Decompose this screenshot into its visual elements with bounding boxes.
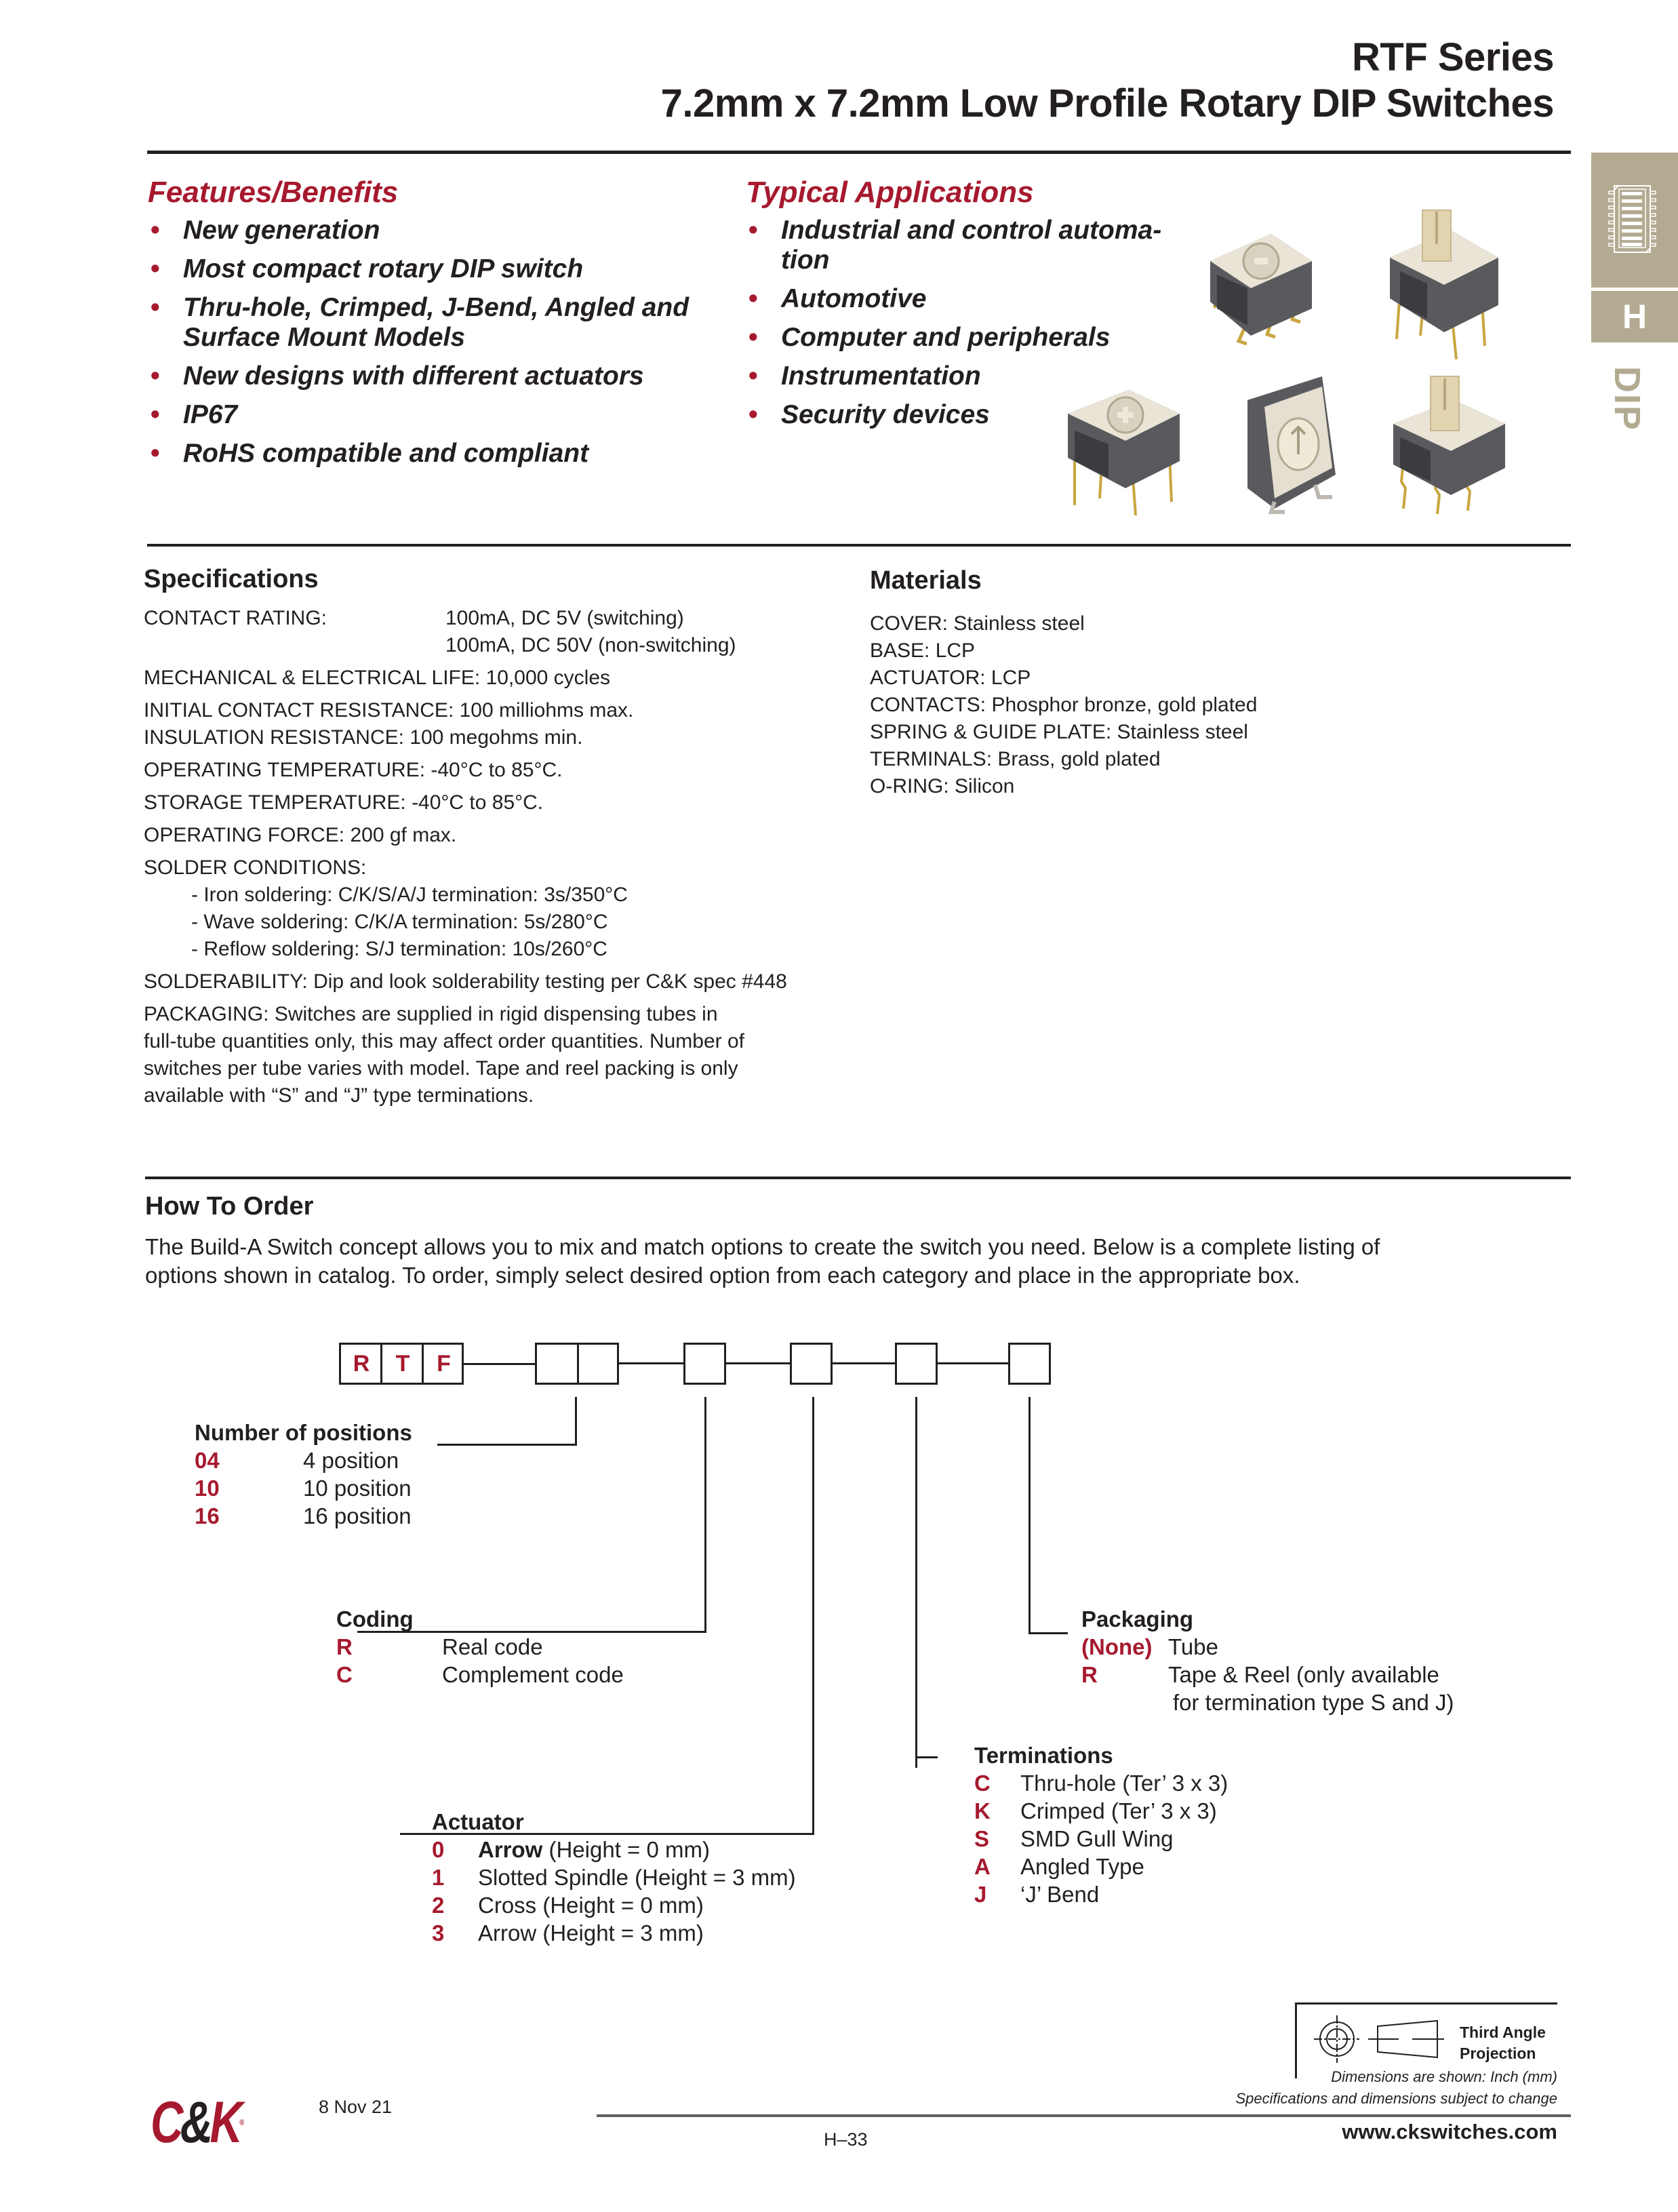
option-row[interactable]: 0 Arrow (Height = 0 mm) [432,1837,710,1862]
page-subtitle: 7.2mm x 7.2mm Low Profile Rotary DIP Switches [660,81,1554,125]
bullet-icon: • [748,400,758,429]
section-rule [145,1177,1571,1179]
positions-box[interactable] [535,1343,619,1385]
section-tab-letter[interactable]: H [1591,291,1678,342]
materials-title: Materials [870,566,982,595]
prefix-letter: R [353,1350,370,1377]
option-row[interactable]: A Angled Type [974,1854,1144,1879]
materials-block [870,566,1480,800]
leader-terminations-h [915,1756,938,1758]
option-row[interactable]: 3 Arrow (Height = 3 mm) [432,1920,704,1946]
bullet-icon: • [151,254,160,283]
spec-solder-conditions: SOLDER CONDITIONS: [144,856,367,879]
leader-packaging-h [1028,1632,1068,1634]
leader-positions [575,1397,577,1446]
switch-crimped-spindle-image [1383,373,1519,515]
section-tab-icon[interactable] [1591,153,1678,288]
spec-contact-rating: CONTACT RATING: 100mA, DC 5V (switching) [144,607,684,629]
spec-operating-force: OPERATING FORCE: 200 gf max. [144,824,457,846]
bullet-icon: • [748,361,758,391]
third-angle-projection-icon [1314,2015,1480,2063]
bullet-icon: • [151,400,160,429]
spec-contact-resistance: INITIAL CONTACT RESISTANCE: 100 milliohms max. [144,699,634,722]
applications-title: Typical Applications [746,176,1034,209]
material-item: BASE: LCP [870,639,976,662]
header-rule [147,151,1571,154]
feature-item: • New generation [151,216,380,245]
spec-solder-reflow: - Reflow soldering: S/J termination: 10s/260°C [191,938,607,960]
spec-solderability: SOLDERABILITY: Dip and look solderability testing per C&K spec #448 [144,970,787,993]
option-row[interactable]: 16 16 position [195,1503,412,1528]
materials-list [870,610,1480,800]
option-row[interactable]: J ‘J’ Bend [974,1882,1100,1907]
application-item: • Automotive [748,284,927,313]
option-row[interactable]: C Complement code [336,1662,624,1687]
specifications-title: Specifications [144,565,319,593]
option-row[interactable]: S SMD Gull Wing [974,1826,1174,1851]
bullet-icon: • [151,361,160,391]
how-to-order-intro-2: options shown in catalog. To order, simply select desired option from each category and place in the appropriate box. [145,1263,1300,1288]
positions-title: Number of positions [195,1420,412,1445]
feature-item: • Thru-hole, Crimped, J-Bend, Angled and Surface Mount Models [151,293,690,352]
change-note: Specifications and dimensions subject to change [1235,2090,1557,2107]
leader-actuator [812,1397,814,1834]
dip-switch-icon [1591,153,1678,288]
material-item: O-RING: Silicon [870,775,1015,797]
coding-title: Coding [336,1606,414,1632]
option-row[interactable]: R Real code [336,1634,543,1659]
connector-line [726,1362,790,1364]
bullet-icon: • [151,439,160,468]
bullet-icon: • [151,293,160,322]
switch-thru-hole-image [1058,380,1193,515]
application-item: • Computer and peripherals [748,323,1111,352]
terminations-box[interactable] [895,1343,938,1385]
switch-smd-image [1197,220,1325,349]
cell-divider [577,1345,579,1383]
ck-logo: C&K® [151,2090,245,2155]
spec-solder-wave: - Wave soldering: C/K/A termination: 5s/280°C [191,911,608,933]
spec-insulation-resistance: INSULATION RESISTANCE: 100 megohms min. [144,726,583,749]
publish-date: 8 Nov 21 [319,2097,393,2117]
part-prefix-box [339,1343,464,1385]
spec-contact-rating-2: 100mA, DC 50V (non-switching) [445,634,736,656]
packaging-title: Packaging [1081,1606,1194,1632]
option-row[interactable]: 2 Cross (Height = 0 mm) [432,1893,704,1918]
connector-line [938,1362,1008,1364]
option-row[interactable]: 1 Slotted Spindle (Height = 3 mm) [432,1865,796,1890]
product-photos [1058,203,1519,515]
packaging-box[interactable] [1008,1343,1051,1385]
coding-options [336,1605,675,1688]
option-row[interactable]: (None) Tube [1081,1634,1218,1659]
leader-packaging [1028,1397,1031,1634]
actuator-options [432,1808,852,1947]
feature-item: • Most compact rotary DIP switch [151,254,584,283]
connector-line [619,1362,683,1364]
how-to-order-intro-1: The Build-A Switch concept allows you to mix and match options to create the switch you need. Below is a complete listing of [145,1234,1380,1259]
option-row[interactable]: 04 4 position [195,1448,399,1473]
actuator-box[interactable] [790,1343,833,1385]
application-item: • Instrumentation [748,361,981,391]
bullet-icon: • [151,216,160,245]
terminations-title: Terminations [974,1743,1113,1768]
page-number: H–33 [824,2129,868,2150]
spec-solder-iron: - Iron soldering: C/K/S/A/J termination: 3s/350°C [191,884,628,906]
option-row[interactable]: C Thru-hole (Ter’ 3 x 3) [974,1771,1228,1796]
section-rule [147,544,1571,547]
feature-item: • IP67 [151,400,238,429]
projection-frame-top [1296,2002,1557,2004]
features-list [148,216,744,469]
switch-slotted-spindle-image [1376,203,1512,359]
connector-line [833,1362,895,1364]
feature-item: • New designs with different actuators [151,361,644,391]
packaging-options [1081,1605,1515,1716]
option-row[interactable]: R Tape & Reel (only available [1081,1662,1439,1687]
section-tab-category: DIP [1607,366,1647,432]
spec-packaging-4: available with “S” and “J” type terminations. [144,1084,534,1107]
bullet-icon: • [748,216,758,245]
projection-frame-left [1295,2002,1297,2078]
coding-box[interactable] [683,1343,726,1385]
material-item: CONTACTS: Phosphor bronze, gold plated [870,694,1258,716]
prefix-letter: T [395,1350,410,1377]
series-title: RTF Series [1352,35,1554,79]
features-block [148,175,744,477]
material-item: ACTUATOR: LCP [870,667,1031,689]
footer-rule [597,2114,1571,2117]
specifications-block [144,564,862,1109]
feature-item: • RoHS compatible and compliant [151,439,589,468]
bullet-icon: • [748,323,758,352]
spec-list [144,605,862,1109]
spec-packaging-2: full-tube quantities only, this may affect order quantities. Number of [144,1030,745,1052]
prefix-letter: F [437,1350,451,1377]
projection-label: Third Angle Projection [1460,2023,1546,2062]
option-row-continued: for termination type S and J) [1173,1690,1454,1715]
material-item: TERMINALS: Brass, gold plated [870,748,1161,770]
option-row[interactable]: K Crimped (Ter’ 3 x 3) [974,1798,1217,1823]
how-to-order-title: How To Order [145,1192,314,1221]
dimensions-note: Dimensions are shown: Inch (mm) [1331,2068,1557,2085]
spec-storage-temperature: STORAGE TEMPERATURE: -40°C to 85°C. [144,791,544,814]
spec-operating-temperature: OPERATING TEMPERATURE: -40°C to 85°C. [144,759,563,781]
connector-line [464,1363,535,1365]
material-item: SPRING & GUIDE PLATE: Stainless steel [870,721,1248,743]
terminations-options [974,1741,1313,1908]
spec-packaging-3: switches per tube varies with model. Tape and reel packing is only [144,1057,738,1080]
spec-packaging-1: PACKAGING: Switches are supplied in rigid dispensing tubes in [144,1003,718,1025]
features-title: Features/Benefits [148,176,399,209]
switch-angled-image [1234,373,1356,515]
option-row[interactable]: 10 10 position [195,1476,412,1501]
bullet-icon: • [748,284,758,313]
actuator-title: Actuator [432,1809,524,1834]
leader-terminations [915,1397,917,1768]
leader-coding [704,1397,706,1633]
application-item: • Security devices [748,400,990,429]
positions-options [195,1419,466,1530]
material-item: COVER: Stainless steel [870,612,1085,635]
website-link[interactable]: www.ckswitches.com [1342,2120,1557,2144]
application-item: • Industrial and control automa-tion [748,216,1162,275]
spec-life: MECHANICAL & ELECTRICAL LIFE: 10,000 cycles [144,667,611,689]
